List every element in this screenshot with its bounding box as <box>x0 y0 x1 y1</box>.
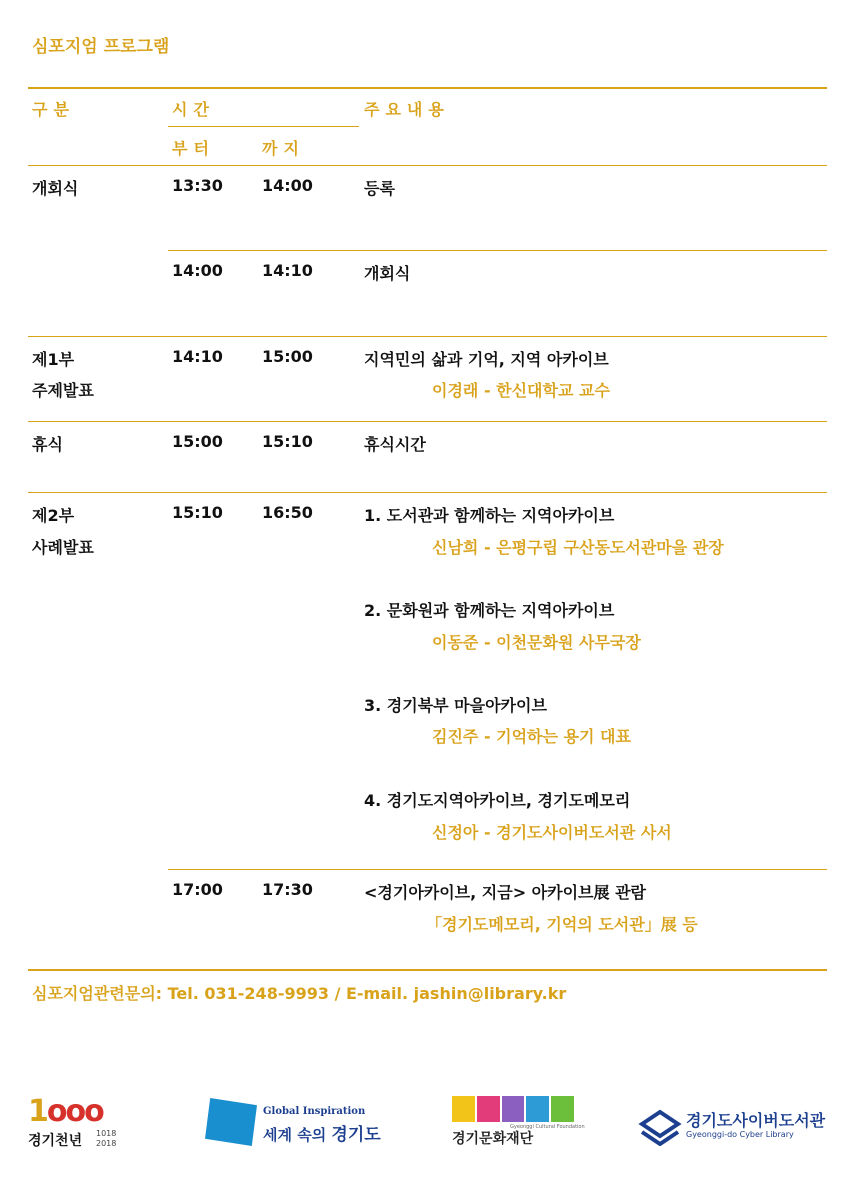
row-content: 지역민의 삶과 기억, 지역 아카이브 <box>364 350 609 369</box>
page-title: 심포지엄 프로그램 <box>32 37 170 57</box>
row-to: 14:00 <box>262 176 313 195</box>
table-top-rule <box>28 87 827 89</box>
time-subheader-rule <box>168 126 359 127</box>
row-content: <경기아카이브, 지금> 아카이브展 관람 <box>364 883 646 902</box>
global-inspiration-logo <box>205 1092 385 1152</box>
session-item-speaker: 이동준 - 이천문화원 사무국장 <box>432 633 641 652</box>
cultural-foundation-tiles <box>452 1096 574 1122</box>
row-rule-4 <box>28 492 827 493</box>
logo-cyber-label: 경기도사이버도서관 <box>686 1111 826 1130</box>
row-content: 휴식시간 <box>364 435 426 454</box>
row-to: 16:50 <box>262 503 313 522</box>
row-category-sub: 주제발표 <box>32 381 94 400</box>
row-to: 15:00 <box>262 347 313 366</box>
row-category: 제1부 <box>32 350 75 369</box>
row-speaker: 「경기도메모리, 기억의 도서관」展 등 <box>426 915 698 934</box>
logo-cultural-sub: Gyeonggi Cultural Foundation <box>510 1124 585 1130</box>
tile-icon <box>477 1096 500 1122</box>
row-from: 14:10 <box>172 347 223 366</box>
session-item-speaker: 김진주 - 기억하는 용기 대표 <box>432 727 631 746</box>
logo-cultural-label: 경기문화재단 <box>452 1131 534 1147</box>
session-item-title: 3. 경기북부 마을아카이브 <box>364 696 547 715</box>
gyeonggi-cultural-foundation-logo <box>452 1092 585 1152</box>
header-from: 부터 <box>172 139 215 158</box>
session-item-title: 2. 문화원과 함께하는 지역아카이브 <box>364 601 615 620</box>
tile-icon <box>502 1096 525 1122</box>
header-category: 구분 <box>32 100 75 119</box>
logo-cyber-sub: Gyeonggi-do Cyber Library <box>686 1130 794 1139</box>
row-category: 휴식 <box>32 435 63 454</box>
gyeonggi-1000-logo <box>28 1092 128 1152</box>
logo-1000-rings: ooo <box>46 1094 103 1129</box>
row-to: 15:10 <box>262 432 313 451</box>
tile-icon <box>526 1096 549 1122</box>
logo-1000-mark: 1ooo <box>28 1094 103 1129</box>
gyeonggi-cyber-library-logo <box>638 1092 833 1152</box>
row-from: 15:00 <box>172 432 223 451</box>
session-item-speaker: 신남희 - 은평구립 구산동도서관마을 관장 <box>432 538 724 557</box>
logo-global-line2 <box>263 1120 381 1145</box>
table-bottom-rule <box>28 969 827 971</box>
row-to: 17:30 <box>262 880 313 899</box>
row-category: 개회식 <box>32 179 79 198</box>
session-item-speaker: 신정아 - 경기도사이버도서관 사서 <box>432 823 672 842</box>
row-from: 15:10 <box>172 503 223 522</box>
logo-global-line1: Global Inspiration <box>263 1106 366 1117</box>
row-category: 제2부 <box>32 506 75 525</box>
logo-global-line2b: 경기도 <box>331 1125 381 1145</box>
row-to: 14:10 <box>262 261 313 280</box>
row-rule-3 <box>28 421 827 422</box>
row-content: 등록 <box>364 179 395 198</box>
session-item-title: 4. 경기도지역아카이브, 경기도메모리 <box>364 791 631 810</box>
contact-info: 심포지엄관련문의: Tel. 031-248-9993 / E-mail. jashin@library.kr <box>32 984 567 1003</box>
row-rule-1 <box>168 250 827 251</box>
row-from: 17:00 <box>172 880 223 899</box>
cyber-library-book-icon <box>638 1102 682 1146</box>
row-from: 14:00 <box>172 261 223 280</box>
row-from: 13:30 <box>172 176 223 195</box>
row-content: 개회식 <box>364 264 411 283</box>
header-to: 까지 <box>262 139 305 158</box>
logo-1000-year-bottom: 2018 <box>96 1139 117 1148</box>
row-rule-2 <box>28 336 827 337</box>
gyeonggi-map-icon <box>205 1098 257 1146</box>
header-content: 주요내용 <box>364 100 450 119</box>
row-rule-5 <box>168 869 827 870</box>
logo-1000-label: 경기천년 <box>28 1133 83 1149</box>
tile-icon <box>452 1096 475 1122</box>
header-bottom-rule <box>28 165 827 166</box>
session-item-title: 1. 도서관과 함께하는 지역아카이브 <box>364 506 615 525</box>
header-time: 시간 <box>172 100 215 119</box>
logo-global-line2a: 세계 속의 <box>263 1126 332 1144</box>
row-category-sub: 사례발표 <box>32 538 94 557</box>
row-speaker: 이경래 - 한신대학교 교수 <box>432 381 610 400</box>
tile-icon <box>551 1096 574 1122</box>
logo-1000-year-top: 1018 <box>96 1129 117 1138</box>
